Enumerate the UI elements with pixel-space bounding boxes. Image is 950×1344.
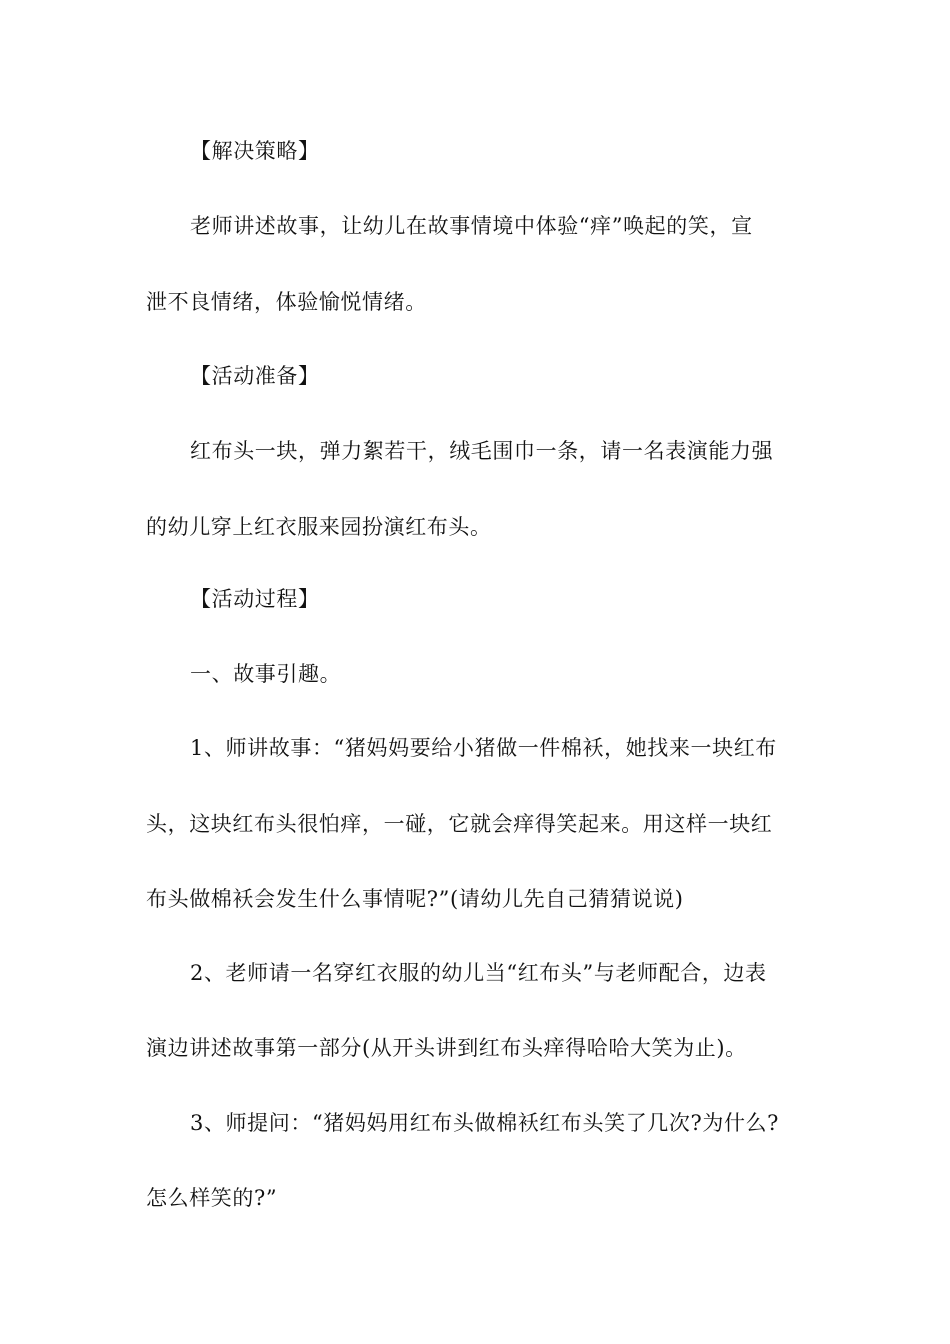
paragraph-line: 老师讲述故事，让幼儿在故事情境中体验“痒”唤起的笑，宣 <box>190 214 753 238</box>
heading-activity-preparation: 【活动准备】 <box>190 364 320 388</box>
paragraph-line: 布头做棉袄会发生什么事情呢?”(请幼儿先自己猜猜说说) <box>146 887 684 911</box>
heading-activity-process: 【活动过程】 <box>190 587 320 611</box>
section-title: 一、故事引趣。 <box>190 662 342 686</box>
paragraph-line: 1、师讲故事：“猪妈妈要给小猪做一件棉袄，她找来一块红布 <box>190 736 777 760</box>
paragraph-line: 怎么样笑的?” <box>146 1186 278 1210</box>
paragraph-line: 的幼儿穿上红衣服来园扮演红布头。 <box>146 515 492 539</box>
paragraph-line: 泄不良情绪，体验愉悦情绪。 <box>146 290 427 314</box>
paragraph-line: 3、师提问：“猪妈妈用红布头做棉袄红布头笑了几次?为什么? <box>190 1111 780 1135</box>
paragraph-line: 头，这块红布头很怕痒，一碰，它就会痒得笑起来。用这样一块红 <box>146 812 773 836</box>
paragraph-line: 演边讲述故事第一部分(从开头讲到红布头痒得哈哈大笑为止)。 <box>146 1036 747 1060</box>
paragraph-line: 红布头一块，弹力絮若干，绒毛围巾一条，请一名表演能力强 <box>190 439 774 463</box>
heading-solution-strategy: 【解决策略】 <box>190 139 320 163</box>
paragraph-line: 2、老师请一名穿红衣服的幼儿当“红布头”与老师配合，边表 <box>190 961 767 985</box>
